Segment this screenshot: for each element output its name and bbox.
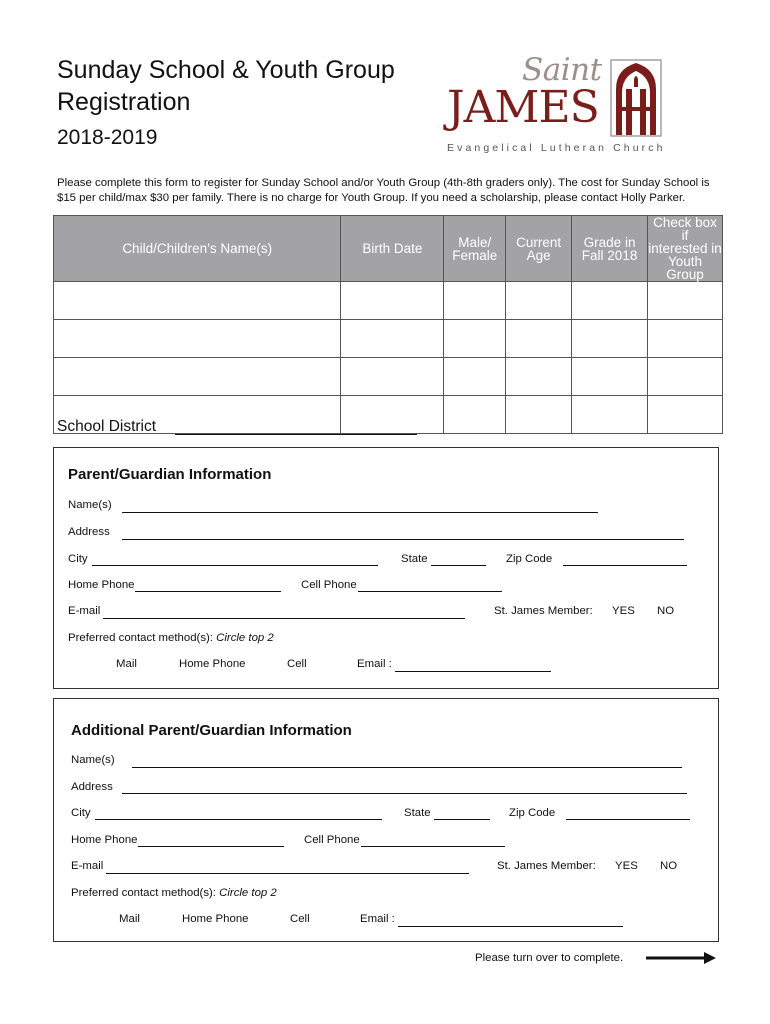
school-year: 2018-2019	[57, 126, 158, 149]
col-youth-line2: interested in	[648, 241, 722, 256]
col-grade	[572, 216, 648, 282]
school-district-label: School District	[57, 418, 157, 435]
address-label: Address	[71, 781, 113, 793]
state-label: State	[401, 553, 428, 565]
city-field[interactable]	[95, 819, 382, 820]
cell-phone-field[interactable]	[361, 846, 505, 847]
youth-checkbox-cell[interactable]	[648, 396, 723, 434]
email-label: E-mail	[71, 860, 104, 872]
logo-subtitle: Evangelical Lutheran Church	[447, 142, 666, 154]
grade-cell[interactable]	[572, 282, 648, 320]
address-field[interactable]	[122, 539, 684, 540]
title-line-2: Registration	[57, 88, 191, 116]
address-field[interactable]	[122, 793, 687, 794]
address-label: Address	[68, 526, 110, 538]
logo-james-text: JAMES	[447, 82, 599, 133]
gender-cell[interactable]	[444, 396, 506, 434]
col-youth-line3: Youth Group	[666, 254, 704, 282]
gender-cell[interactable]	[444, 282, 506, 320]
cell-phone-label: Cell Phone	[304, 834, 360, 846]
grade-cell[interactable]	[572, 358, 648, 396]
contact-home-phone-option[interactable]: Home Phone	[182, 913, 249, 925]
preferred-contact-text: Preferred contact method(s):	[68, 632, 213, 644]
age-cell[interactable]	[506, 320, 572, 358]
member-yes-option[interactable]: YES	[615, 860, 638, 872]
col-gender-line2: Female	[452, 247, 498, 263]
child-name-cell[interactable]	[54, 358, 341, 396]
table-row	[54, 282, 723, 320]
city-field[interactable]	[92, 565, 378, 566]
grade-cell[interactable]	[572, 396, 648, 434]
col-gender-line1: Male/	[458, 234, 492, 250]
col-gender	[444, 216, 506, 282]
gender-cell[interactable]	[444, 358, 506, 396]
member-no-option[interactable]: NO	[657, 605, 675, 617]
col-child-name: Child/Children’s Name(s)	[54, 216, 341, 282]
preferred-contact-label	[68, 632, 274, 644]
parent-section-title: Parent/Guardian Information	[68, 466, 272, 483]
zip-field[interactable]	[566, 819, 690, 820]
table-header-row	[54, 216, 723, 282]
contact-email-field[interactable]	[398, 926, 623, 927]
email-field[interactable]	[106, 873, 469, 874]
member-label: St. James Member:	[497, 860, 596, 872]
page-title	[57, 54, 395, 118]
col-age-line1: Current	[516, 234, 562, 250]
names-field[interactable]	[122, 512, 598, 513]
names-label: Name(s)	[68, 499, 112, 511]
email-field[interactable]	[103, 618, 465, 619]
col-youth-line1: Check box if	[653, 215, 717, 243]
title-line-1: Sunday School & Youth Group	[57, 56, 395, 84]
contact-email-option[interactable]: Email :	[360, 913, 395, 925]
age-cell[interactable]	[506, 396, 572, 434]
state-label: State	[404, 807, 431, 819]
school-district-field[interactable]	[175, 434, 417, 435]
col-birth-date: Birth Date	[341, 216, 444, 282]
col-age	[506, 216, 572, 282]
contact-home-phone-option[interactable]: Home Phone	[179, 658, 246, 670]
youth-checkbox-cell[interactable]	[648, 358, 723, 396]
contact-email-option[interactable]: Email :	[357, 658, 392, 670]
city-label: City	[71, 807, 91, 819]
arrow-right-icon	[646, 951, 716, 965]
birth-date-cell[interactable]	[341, 358, 444, 396]
col-youth-group	[648, 216, 723, 282]
logo-saint-text: Saint	[522, 52, 602, 88]
contact-email-field[interactable]	[395, 671, 551, 672]
names-field[interactable]	[132, 767, 682, 768]
preferred-contact-text: Preferred contact method(s):	[71, 887, 216, 899]
home-phone-label: Home Phone	[68, 579, 135, 591]
home-phone-label: Home Phone	[71, 834, 138, 846]
zip-label: Zip Code	[509, 807, 556, 819]
cell-phone-field[interactable]	[358, 591, 502, 592]
state-field[interactable]	[434, 819, 490, 820]
additional-parent-section	[53, 698, 719, 942]
child-name-cell[interactable]	[54, 320, 341, 358]
member-yes-option[interactable]: YES	[612, 605, 635, 617]
names-label: Name(s)	[71, 754, 115, 766]
contact-mail-option[interactable]: Mail	[119, 913, 140, 925]
home-phone-field[interactable]	[135, 591, 281, 592]
grade-cell[interactable]	[572, 320, 648, 358]
gender-cell[interactable]	[444, 320, 506, 358]
email-label: E-mail	[68, 605, 101, 617]
intro-text: Please complete this form to register for Sunday School and/or Youth Group (4th-8th graders only). The cost for Sunday School is $15 per child/max $30 per family. There is no charge for Youth Group. If you need a scholarship, please contact Holly Parker.	[57, 177, 710, 204]
state-field[interactable]	[431, 565, 486, 566]
age-cell[interactable]	[506, 282, 572, 320]
contact-mail-option[interactable]: Mail	[116, 658, 137, 670]
youth-checkbox-cell[interactable]	[648, 320, 723, 358]
cell-phone-label: Cell Phone	[301, 579, 357, 591]
youth-checkbox-cell[interactable]	[648, 282, 723, 320]
col-grade-line1: Grade in	[583, 234, 636, 250]
preferred-contact-label	[71, 887, 277, 899]
turn-over-note: Please turn over to complete.	[475, 952, 624, 964]
col-age-line2: Age	[526, 247, 551, 263]
church-window-icon	[610, 59, 662, 137]
member-no-option[interactable]: NO	[660, 860, 678, 872]
birth-date-cell[interactable]	[341, 282, 444, 320]
contact-cell-option[interactable]: Cell	[290, 913, 310, 925]
zip-field[interactable]	[563, 565, 687, 566]
member-label: St. James Member:	[494, 605, 593, 617]
circle-top-2-note: Circle top 2	[219, 887, 277, 899]
table-row	[54, 358, 723, 396]
additional-section-title: Additional Parent/Guardian Information	[71, 722, 352, 739]
city-label: City	[68, 553, 88, 565]
birth-date-cell[interactable]	[341, 320, 444, 358]
col-grade-line2: Fall 2018	[581, 247, 638, 263]
children-table	[53, 215, 723, 434]
contact-cell-option[interactable]: Cell	[287, 658, 307, 670]
child-name-cell[interactable]	[54, 282, 341, 320]
age-cell[interactable]	[506, 358, 572, 396]
zip-label: Zip Code	[506, 553, 553, 565]
circle-top-2-note: Circle top 2	[216, 632, 274, 644]
parent-guardian-section	[53, 447, 719, 689]
home-phone-field[interactable]	[138, 846, 284, 847]
birth-date-cell[interactable]	[341, 396, 444, 434]
table-row	[54, 320, 723, 358]
